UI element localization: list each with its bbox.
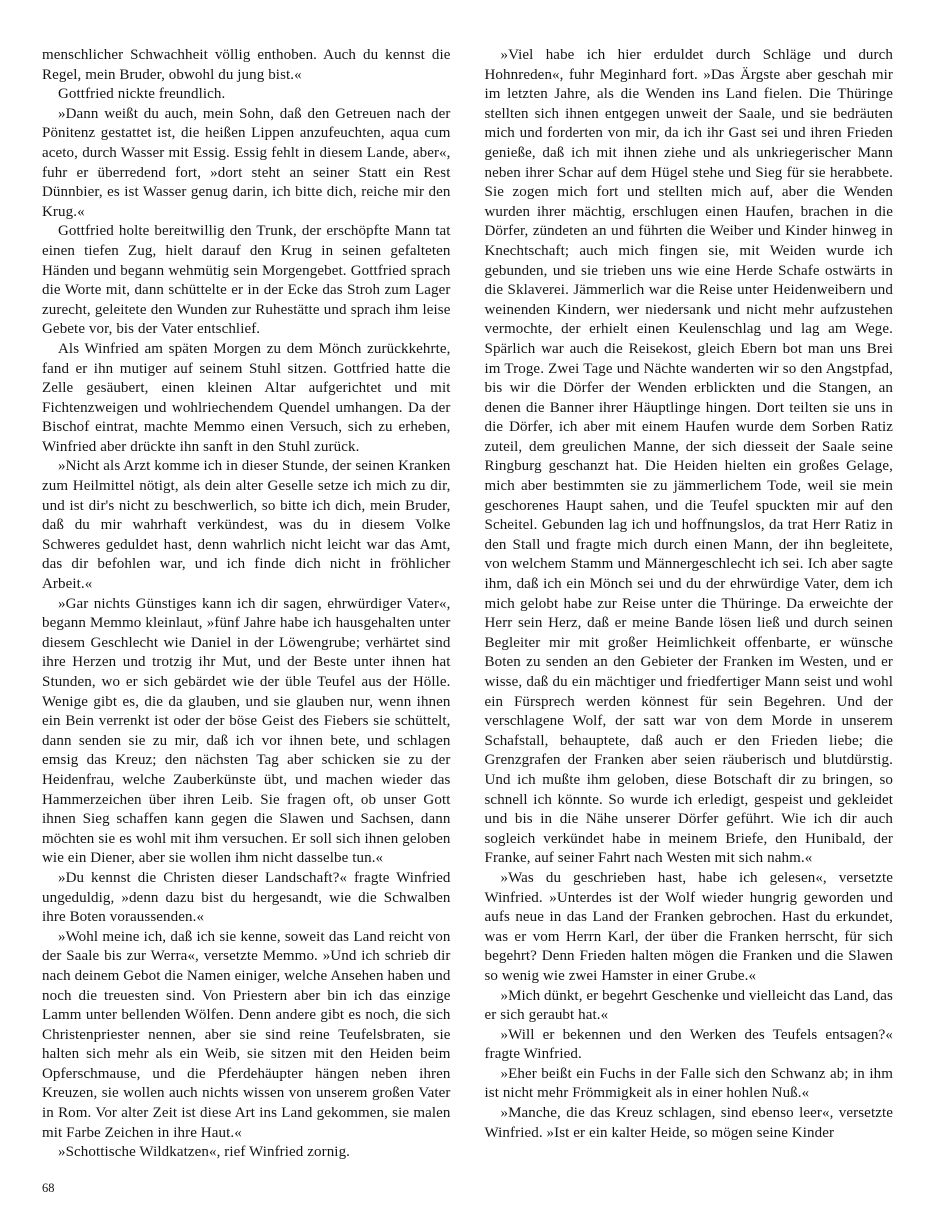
paragraph: »Schottische Wildkatzen«, rief Winfried zornig. [58, 1144, 351, 1161]
paragraph: menschlicher Schwachheit völlig enthoben. Auch du kennst die Regel, mein Bruder, obwohl du jung bist.« [42, 47, 451, 83]
paragraph: »Was du geschrieben hast, habe ich gelesen«, versetzte Winfried. »Unterdes ist der Wolf wieder hungrig geworden und aufs neue in das Land der Franken gebrochen. Hast du erkundet, was er vom Herrn Karl, der über die Franken herrscht, für sich begehrt? Denn Frieden halten mögen die Franken und die Slawen so wenig wie zwei Hamster in einer Grube.« [484, 869, 893, 984]
paragraph: »Manche, die das Kreuz schlagen, sind ebenso leer«, versetzte Winfried. »Ist er ein kalter Heide, so mögen seine Kinder [484, 1105, 893, 1141]
paragraph: »Du kennst die Christen dieser Landschaft?« fragte Winfried ungeduldig, »denn dazu bist du hergesandt, wie die Schwalben ihre Boten voraussenden.« [42, 869, 451, 926]
paragraph: Gottfried nickte freundlich. [58, 86, 226, 103]
paragraph: »Wohl meine ich, daß ich sie kenne, soweit das Land reicht von der Saale bis zur Werra«, versetzte Memmo. »Und ich schrieb dir nach deinem Gebot die Namen einiger, welche Ansehen haben und noch die treuesten sind. Von Priestern aber bin ich das einzige Lamm unter bellenden Wölfen. Denn andere gibt es noch, die sich Christenpriester nennen, aber sie sind reine Teufelsbraten, sie halten sich mehr als ein Weib, sie sitzen mit den Heiden beim Opferschmause, und die Pferdehäupter hängen neben ihren Kreuzen, sie wollen auch nichts wissen von unserem großen Vater in Rom. Vor alter Zeit ist diese Art ins Land gekommen, sie malen mit Farbe Zeichen in ihre Haut.« [42, 928, 451, 1141]
paragraph: Als Winfried am späten Morgen zu dem Mönch zurückkehrte, fand er ihn mutiger auf seinem Stuhl sitzen. Gottfried hatte die Zelle gesäubert, einen kleinen Altar aufgerichtet und mit Fichtenzweigen und wohlriechendem Quendel umhangen. Da der Bischof eintrat, machte Memmo einen Versuch, sich zu erheben, Winfried aber drückte ihn sanft in den Stuhl zurück. [42, 340, 451, 455]
text-column-right [485, 46, 894, 1163]
paragraph: »Dann weißt du auch, mein Sohn, daß den Getreuen nach der Pönitenz gestattet ist, die heißen Lippen anzufeuchten, aqua cum aceto, durch Wasser mit Essig. Essig fehlt in diesem Lande, aber«, fuhr er überredend fort, »dort steht an seiner Statt ein Rest Dünnbier, es ist Wasser genug darin, ich bitte dich, reiche mir den Krug.« [42, 105, 451, 220]
paragraph: »Viel habe ich hier erduldet durch Schläge und durch Hohnreden«, fuhr Meginhard fort. »Das Ärgste aber geschah mir im letzten Jahre, als die Wenden ins Land fielen. Die Thüringe stellten sich ihnen entgegen unweit der Saale, und sie bedräuten mich und forderten von mir, da ich ihr Gast sei und ihren Frieden genieße, daß ich mit ihnen ziehe und als unkriegerischer Mann neben ihrer Schar auf dem Hügel stehe und Sieg für sie herabbete. Sie zogen mich fort und stellten mich auf, aber die Wenden wurden ihrer mächtig, erschlugen einen Haufen, brachen in die Dörfer, zündeten an und führten die Weiber und Kinder hinweg in Knechtschaft; auch mich fingen sie, mit Weiden wurde ich gebunden, und sie trieben uns wie eine Herde Schafe ostwärts in die Sklaverei. Jämmerlich war die Reise unter Heidenweibern und weinenden Kindern, wer niedersank und nicht mehr aufzustehen vermochte, der erhielt einen Keulenschlag und lag am Wege. Spärlich war auch die Reisekost, gleich Ebern bot man uns Brei im Troge. Zwei Tage und Nächte wanderten wir so den Angstpfad, bis wir die Dörfer der Wenden erblickten und die Stangen, an denen die Banner ihrer Häuptlinge hingen. Dort teilten sie uns in die Dörfer, ich aber mit einem Haufen wurde dem Sorben Ratiz zuteil, dem greulichen Manne, der sich diesseit der Saale seine Ringburg geschanzt hat. Die Heiden hielten ein großes Gelage, mich aber bestimmten sie zu jämmerlichem Tode, weil sie mein geschorenes Haupt sahen, und die Teufel spuckten mir auf den Scheitel. Gebunden lag ich und hoffnungslos, da trat Herr Ratiz in den Stall und fragte mich durch einen Mann, der ihn begleitete, von welchem Stamm und Männergeschlecht ich sei. Ich aber sagte ihm, daß ich ein Mönch sei und du der ehrwürdige Vater, dem ich mich gelobt habe zur Reise unter die Thüringe. Da erweichte der Herr sein Herz, daß er meine Bande lösen ließ und durch seinen Begleiter mir mit großer Heimlichkeit offenbarte, er wünsche Boten zu senden an den Gebieter der Franken im Westen, und er wisse, daß du ein mächtiger und friedfertiger Mann seist und wohl ein Fürsprech werden könnest für sein Begehren. Und der verschlagene Wolf, der satt war von dem Morde in unserem Schafstall, behauptete, daß auch er den Frieden liebe; die Grenzgrafen der Franken aber seien räuberisch und blutdürstig. Und ich mußte ihm geloben, diese Botschaft dir zu bringen, so schnell ich könnte. So wurde ich erledigt, gespeist und gekleidet und bis in die Nähe unserer Dörfer geführt. Wie ich dir auch sogleich verkündet habe in meinem Briefe, den Hunibald, der Franke, auf seiner Fahrt nach Westen mit sich nahm.« [484, 47, 893, 867]
paragraph: »Will er bekennen und den Werken des Teufels entsagen?« fragte Winfried. [484, 1026, 893, 1063]
text-column-left [42, 46, 451, 1163]
paragraph: Gottfried holte bereitwillig den Trunk, der erschöpfte Mann tat einen tiefen Zug, hielt darauf den Krug in seinen gefalteten Händen und begann wehmütig sein Morgengebet. Gottfried sprach die Worte mit, dann schüttelte er in der Ecke das Stroh zum Lager zurecht, geleitete den Wunden zur Ruhestätte und sprach ihm leise Gebete vor, bis der Vater entschlief. [42, 223, 451, 338]
text-columns [42, 46, 893, 1163]
paragraph: »Mich dünkt, er begehrt Geschenke und vielleicht das Land, das er sich geraubt hat.« [484, 987, 893, 1024]
paragraph: »Gar nichts Günstiges kann ich dir sagen, ehrwürdiger Vater«, begann Memmo kleinlaut, »fünf Jahre habe ich hausgehalten unter diesem Geschlecht wie Daniel in der Löwengrube; verhärtet sind ihre Herzen und trotzig ihr Mut, und der Beste unter ihnen hat Stunden, wo er sich gebärdet wie der üble Teufel aus der Hölle. Wenige gibt es, die da glauben, und sie glauben nur, wenn ihnen ein Bein verrenkt ist oder der böse Geist des Fiebers sie schüttelt, dann senden sie zu mir, daß ich vor ihnen bete, und schlagen emsig das Kreuz; den nächsten Tag aber schicken sie zu der Heidenfrau, welche Zauberkünste übt, und machen wieder das Hammerzeichen über ihren Leib. Sie fragen oft, ob unser Gott ihnen Sieg schaffen kann gegen die Slawen und Sachsen, dann möchten sie es wohl mit ihm versuchen. Er soll sich ihnen geloben wie ein Diener, aber sie wollen ihm nicht dasselbe tun.« [42, 595, 451, 867]
page-number: 68 [42, 1181, 55, 1195]
paragraph: »Nicht als Arzt komme ich in dieser Stunde, der seinen Kranken zum Heilmittel nötigt, als dein alter Geselle setze ich mich zu dir, und ist dir's nicht zu beschwerlich, so bitte ich dich, mein Bruder, daß du mir wahrhaft verkündest, was du in diesem Volke Schweres geduldet hast, denn wahrlich nicht leicht war das Amt, das dir befohlen war, und ich finde dich nicht in fröhlicher Arbeit.« [42, 458, 451, 593]
paragraph: »Eher beißt ein Fuchs in der Falle sich den Schwanz ab; in ihm ist nicht mehr Frömmigkeit als in einer hohlen Nuß.« [484, 1065, 893, 1102]
